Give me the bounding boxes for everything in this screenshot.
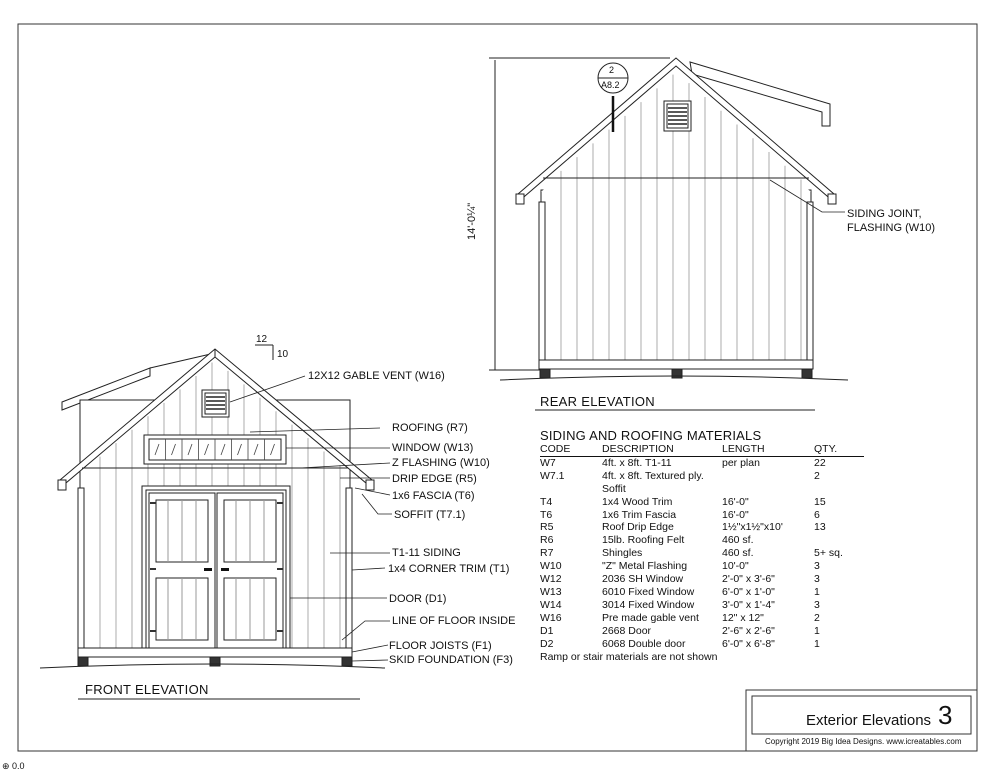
copyright-text: Copyright 2019 Big Idea Designs. www.icreatables.com xyxy=(765,737,962,746)
callout-floor-joists: FLOOR JOISTS (F1) xyxy=(389,640,492,652)
materials-cell-code: W7.1 xyxy=(540,469,565,482)
materials-cell-length: 12" x 12" xyxy=(722,611,764,624)
front-skid-left xyxy=(78,657,88,666)
materials-cell-qty: 1 xyxy=(814,585,820,598)
materials-cell-qty: 22 xyxy=(814,456,826,469)
rear-elevation-title: REAR ELEVATION xyxy=(540,394,655,409)
materials-cell-code: R7 xyxy=(540,547,554,560)
materials-cell-code: W10 xyxy=(540,560,562,573)
materials-cell-qty xyxy=(814,534,864,547)
materials-cell-length: 10'-0" xyxy=(722,560,749,573)
callout-soffit: SOFFIT (T7.1) xyxy=(394,509,466,521)
callout-floor-line: LINE OF FLOOR INSIDE xyxy=(392,615,516,627)
section-marker-number: 2 xyxy=(609,65,615,75)
rear-elevation-drawing xyxy=(489,58,848,380)
materials-cell-description: 2036 SH Window xyxy=(602,573,684,586)
front-floor-joists xyxy=(78,648,352,657)
materials-header-row xyxy=(540,443,864,456)
materials-row xyxy=(540,573,864,586)
materials-cell-length: 6'-0" x 1'-0" xyxy=(722,585,775,598)
materials-row xyxy=(540,586,864,599)
materials-cell-qty: 1 xyxy=(814,637,820,650)
materials-cell-length: 1½"x1½"x10' xyxy=(722,521,783,534)
materials-cell-code: W12 xyxy=(540,573,562,586)
materials-row xyxy=(540,599,864,612)
materials-row xyxy=(540,496,864,509)
materials-cell-qty: 5+ sq. xyxy=(814,547,843,560)
materials-cell-qty: 3 xyxy=(814,598,820,611)
materials-cell-length: 16'-0" xyxy=(722,508,749,521)
front-skid-right xyxy=(342,657,352,666)
materials-cell-description: 3014 Fixed Window xyxy=(602,598,695,611)
materials-table xyxy=(540,443,864,651)
callout-corner-trim: 1x4 CORNER TRIM (T1) xyxy=(388,563,510,575)
materials-cell-qty: 6 xyxy=(814,508,820,521)
materials-cell-description: 4ft. x 8ft. T1-11 xyxy=(602,456,672,469)
rear-skid-right xyxy=(802,369,812,378)
materials-cell-description: 2668 Door xyxy=(602,624,652,637)
materials-cell-length: 460 sf. xyxy=(722,534,754,547)
materials-row xyxy=(540,470,864,496)
materials-cell-description: Shingles xyxy=(602,547,643,560)
materials-cell-description: 15lb. Roofing Felt xyxy=(602,534,685,547)
rear-skid-center xyxy=(672,369,682,378)
materials-cell-qty: 3 xyxy=(814,573,820,586)
materials-cell-code: R5 xyxy=(540,521,554,534)
materials-row xyxy=(540,612,864,625)
materials-cell-qty: 1 xyxy=(814,624,820,637)
rear-height-label: 14'-0¼" xyxy=(466,202,478,240)
materials-cell-length: 3'-0" x 1'-4" xyxy=(722,598,775,611)
sheet-number: 3 xyxy=(938,700,953,730)
materials-cell-length: 16'-0" xyxy=(722,495,749,508)
rear-wall xyxy=(541,190,811,360)
materials-cell-qty: 15 xyxy=(814,495,826,508)
materials-note: Ramp or stair materials are not shown xyxy=(540,651,718,663)
materials-cell-description: "Z" Metal Flashing xyxy=(602,560,688,573)
materials-row xyxy=(540,638,864,651)
header-length: LENGTH xyxy=(722,443,814,456)
materials-cell-code: W16 xyxy=(540,611,562,624)
materials-cell-length: 460 sf. xyxy=(722,547,754,560)
rear-skid-left xyxy=(540,369,550,378)
header-code: CODE xyxy=(540,443,602,456)
door-handle-right xyxy=(221,568,229,571)
materials-cell-length xyxy=(722,470,814,496)
materials-cell-description: Roof Drip Edge xyxy=(602,521,674,534)
front-corner-trim-right xyxy=(346,488,352,648)
callout-drip-edge: DRIP EDGE (R5) xyxy=(392,473,477,485)
materials-cell-description: 6010 Fixed Window xyxy=(602,585,695,598)
materials-cell-code: R6 xyxy=(540,534,554,547)
callout-siding-joint-2: FLASHING (W10) xyxy=(847,222,936,234)
callout-fascia: 1x6 FASCIA (T6) xyxy=(392,490,475,502)
materials-row xyxy=(540,625,864,638)
front-corner-trim-left xyxy=(78,488,84,648)
header-qty: QTY. xyxy=(814,443,864,456)
materials-cell-description: Pre made gable vent xyxy=(602,611,699,624)
materials-cell-length: 6'-0" x 6'-8" xyxy=(722,637,775,650)
callout-siding: T1-11 SIDING xyxy=(392,547,461,559)
materials-cell-qty: 13 xyxy=(814,521,826,534)
materials-row xyxy=(540,456,864,469)
callout-roofing: ROOFING (R7) xyxy=(392,422,468,434)
materials-row xyxy=(540,521,864,534)
materials-cell-length: 2'-0" x 3'-6" xyxy=(722,573,775,586)
materials-row xyxy=(540,509,864,522)
callout-z-flashing: Z FLASHING (W10) xyxy=(392,457,490,469)
corner-mark: ⊕ 0.0 xyxy=(2,761,25,771)
materials-cell-description: 4ft. x 8ft. Textured ply. Soffit xyxy=(602,469,704,495)
materials-cell-code: D1 xyxy=(540,624,554,637)
slope-run: 12 xyxy=(256,334,268,345)
materials-cell-qty: 3 xyxy=(814,560,820,573)
materials-cell-code: T6 xyxy=(540,508,553,521)
materials-cell-code: W7 xyxy=(540,456,556,469)
callout-window: WINDOW (W13) xyxy=(392,442,474,454)
front-elevation-drawing xyxy=(40,345,385,668)
front-elevation-title: FRONT ELEVATION xyxy=(85,682,209,697)
materials-row xyxy=(540,547,864,560)
section-marker-sheet: A8.2 xyxy=(601,80,620,90)
slope-rise: 10 xyxy=(277,349,289,360)
title-block-title: Exterior Elevations xyxy=(806,712,932,729)
header-description: DESCRIPTION xyxy=(602,443,722,456)
callout-skid-foundation: SKID FOUNDATION (F3) xyxy=(389,654,513,666)
materials-cell-length: per plan xyxy=(722,456,760,469)
materials-cell-description: 6068 Double door xyxy=(602,637,686,650)
materials-cell-code: D2 xyxy=(540,637,554,650)
materials-row xyxy=(540,560,864,573)
callout-siding-joint-1: SIDING JOINT, xyxy=(847,208,922,220)
materials-title: SIDING AND ROOFING MATERIALS xyxy=(540,428,762,443)
materials-cell-code: T4 xyxy=(540,495,553,508)
materials-cell-qty: 2 xyxy=(814,469,820,482)
materials-cell-qty: 2 xyxy=(814,611,820,624)
materials-cell-description: 1x6 Trim Fascia xyxy=(602,508,677,521)
callout-gable-vent: 12X12 GABLE VENT (W16) xyxy=(308,370,445,382)
materials-cell-description: 1x4 Wood Trim xyxy=(602,495,673,508)
materials-cell-code: W14 xyxy=(540,598,562,611)
materials-cell-code: W13 xyxy=(540,585,562,598)
callout-door: DOOR (D1) xyxy=(389,593,447,605)
front-skid-center xyxy=(210,657,220,666)
materials-row xyxy=(540,534,864,547)
materials-cell-length: 2'-6" x 2'-6" xyxy=(722,624,775,637)
door-handle-left xyxy=(204,568,212,571)
